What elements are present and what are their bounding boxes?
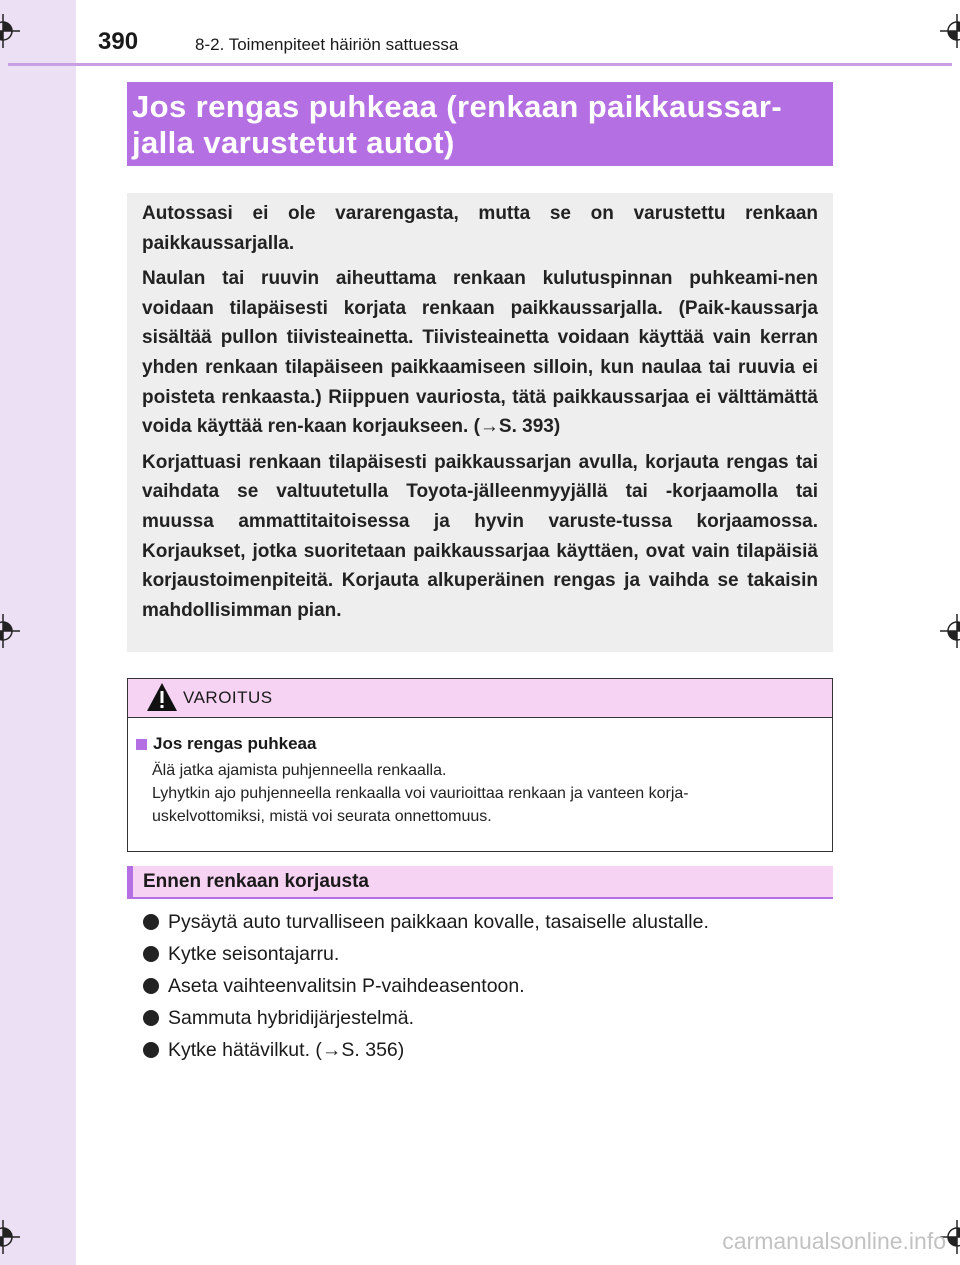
warning-header: [128, 679, 832, 718]
warning-subheading: [136, 734, 820, 754]
bullet-dot-icon: [143, 914, 159, 930]
list-item: [143, 970, 709, 1002]
subsection-title: Ennen renkaan korjausta: [127, 866, 833, 899]
warning-line: Lyhytkin ajo puhjenneella renkaalla voi vaurioittaa renkaan ja vanteen korja-: [152, 785, 689, 802]
warning-line: Älä jatka ajamista puhjenneella renkaalla.: [152, 762, 447, 779]
registration-mark-icon: [940, 614, 960, 648]
warning-triangle-icon: [146, 682, 178, 712]
page-title-line-1: Jos rengas puhkeaa (renkaan paikkaussar-: [132, 89, 783, 124]
page-title: [127, 82, 833, 166]
list-item: [143, 906, 709, 938]
list-item: [143, 1034, 709, 1066]
intro-paragraph: Korjattuasi renkaan tilapäisesti paikkaussarjan avulla, korjauta rengas tai vaihdata se valtuutetulla Toyota-jälleenmyyjällä tai -korjaamolla tai muussa ammattitaitoisessa ja hyvin varuste-tussa korjaamossa. Korjaukset, jotka suoritetaan paikkaussarjaa käyttäen, ovat vain tilapäisiä korjaustoimenpiteitä. Korjauta alkuperäinen rengas ja vaihda se takaisin mahdollisimman pian.: [142, 451, 818, 621]
square-bullet-icon: [136, 739, 147, 750]
list-item: [143, 1002, 709, 1034]
registration-mark-icon: [0, 614, 20, 648]
bullet-dot-icon: [143, 1042, 159, 1058]
warning-body: [128, 718, 832, 828]
list-item-text: Sammuta hybridijärjestelmä.: [168, 1007, 415, 1029]
registration-mark-icon: [940, 14, 960, 48]
warning-label: VAROITUS: [183, 688, 273, 707]
list-item-text: Pysäytä auto turvalliseen paikkaan kovalle, tasaiselle alustalle.: [168, 911, 709, 933]
warning-subheading-text: Jos rengas puhkeaa: [153, 734, 317, 753]
list-item: [143, 938, 709, 970]
registration-mark-icon: [0, 14, 20, 48]
bullet-dot-icon: [143, 946, 159, 962]
watermark: carmanualsonline.info: [722, 1228, 946, 1254]
warning-text: [152, 759, 820, 828]
warning-box: [127, 678, 833, 852]
header-divider: [8, 63, 952, 66]
intro-paragraph: Naulan tai ruuvin aiheuttama renkaan kulutuspinnan puhkeami-nen voidaan tilapäisesti korjata renkaan paikkaussarjalla. (Paik-kaussarja sisältää pullon tiivisteainetta. Tiivisteainetta voidaan käyttää vain kerran yhden renkaan tilapäiseen paikkaamiseen silloin, kun naulaa tai ruuvia ei poisteta renkaasta.) Riippuen vauriosta, tätä paikkaussarjaa ei välttämättä voida käyttää ren-kaan korjaukseen. (→S. 393): [142, 268, 818, 438]
page-number: 390: [98, 28, 139, 55]
list-item-text: Kytke hätävilkut. (→S. 356): [168, 1039, 405, 1061]
bullet-dot-icon: [143, 1010, 159, 1026]
intro-paragraph: Autossasi ei ole vararengasta, mutta se on varustettu renkaan paikkaussarjalla.: [142, 203, 818, 254]
list-item-text: Aseta vaihteenvalitsin P-vaihdeasentoon.: [168, 975, 525, 997]
bullet-dot-icon: [143, 978, 159, 994]
section-title: 8-2. Toimenpiteet häiriön sattuessa: [195, 35, 459, 54]
page-title-line-2: jalla varustetut autot): [132, 125, 455, 160]
steps-list: [143, 906, 709, 1066]
intro-box: [127, 193, 833, 652]
list-item-text: Kytke seisontajarru.: [168, 943, 340, 965]
registration-mark-icon: [0, 1220, 20, 1254]
warning-line: uskelvottomiksi, mistä voi seurata onnettomuus.: [152, 808, 492, 825]
